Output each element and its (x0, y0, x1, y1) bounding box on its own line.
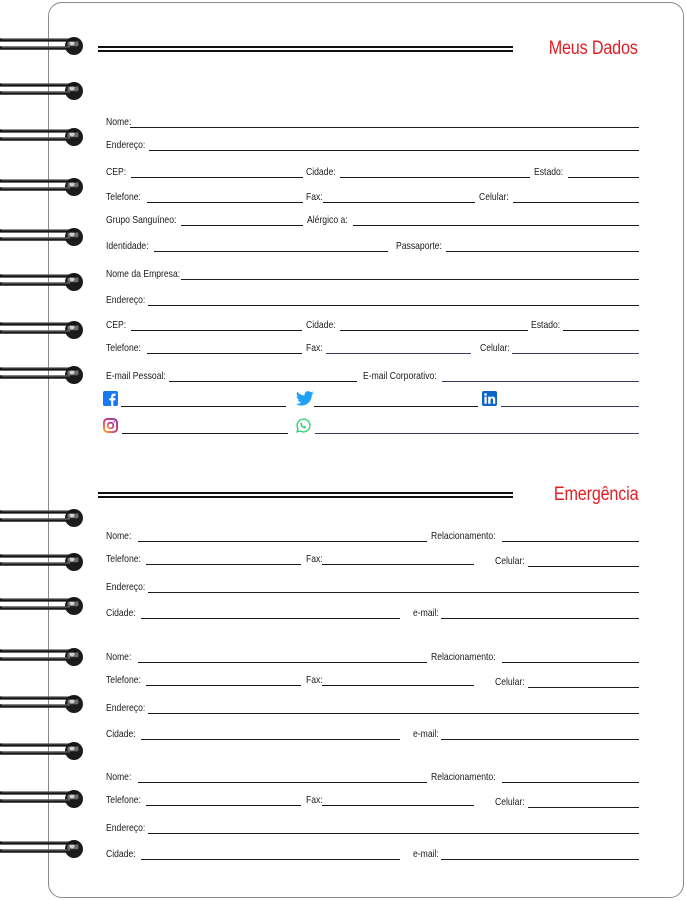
field-line-nome[interactable] (138, 662, 427, 663)
field-line-fax[interactable] (322, 805, 474, 806)
field-label: Celular: (495, 555, 525, 567)
emergency-field-row (106, 530, 639, 544)
field-label: Cidade: (306, 166, 336, 178)
field-line-linkedin[interactable] (501, 406, 639, 407)
field-line-cidade[interactable] (141, 859, 400, 860)
field-line-celular[interactable] (528, 687, 639, 688)
field-line-relacionamento[interactable] (502, 541, 639, 542)
field-line-estado[interactable] (568, 177, 639, 178)
field-label: Celular: (495, 796, 525, 808)
field-row-empresa (106, 268, 639, 282)
field-line-fax[interactable] (323, 202, 475, 203)
field-label: CEP: (106, 319, 127, 331)
field-line-alergico[interactable] (353, 225, 639, 226)
field-line-celular[interactable] (528, 566, 639, 567)
field-row-endereco (106, 139, 639, 153)
field-label: e-mail: (413, 607, 439, 619)
spiral-ring (0, 35, 90, 57)
field-row-telefone-empresa (106, 342, 639, 356)
field-label: Telefone: (106, 794, 141, 806)
field-label: Relacionamento: (431, 530, 496, 542)
field-line-email[interactable] (441, 859, 639, 860)
field-line-estado-empresa[interactable] (563, 330, 639, 331)
field-line-whatsapp[interactable] (315, 433, 639, 434)
field-label: Cidade: (306, 319, 336, 331)
emergency-field-row (106, 607, 639, 621)
field-line-cidade[interactable] (340, 177, 530, 178)
field-line-facebook[interactable] (121, 406, 286, 407)
field-label: Nome: (106, 771, 132, 783)
spiral-ring (0, 271, 90, 293)
field-label: Relacionamento: (431, 651, 496, 663)
field-line-cidade-empresa[interactable] (340, 330, 528, 331)
spiral-ring (0, 80, 90, 102)
field-label: Passaporte: (396, 240, 442, 252)
field-line-nome[interactable] (138, 541, 427, 542)
field-label: E-mail Pessoal: (106, 370, 166, 382)
field-label: Telefone: (106, 191, 141, 203)
field-label: Nome: (106, 651, 132, 663)
emergency-field-row (106, 674, 639, 688)
field-label: Nome da Empresa: (106, 268, 181, 280)
field-line-telefone[interactable] (146, 564, 301, 565)
spiral-ring (0, 226, 90, 248)
field-label: Endereço: (106, 822, 146, 834)
field-label: Fax: (306, 674, 323, 686)
field-label: e-mail: (413, 848, 439, 860)
field-row-nome (106, 116, 639, 130)
field-label: E-mail Corporativo: (363, 370, 437, 382)
emergency-field-row (106, 794, 639, 808)
spiral-ring (0, 176, 90, 198)
field-line-relacionamento[interactable] (502, 782, 639, 783)
spiral-ring (0, 693, 90, 715)
field-row-identidade (106, 240, 639, 254)
field-line-celular-empresa[interactable] (512, 353, 639, 354)
field-line-twitter[interactable] (314, 406, 478, 407)
spiral-ring (0, 740, 90, 762)
field-line-cep-empresa[interactable] (131, 330, 302, 331)
field-row-endereco-empresa (106, 294, 639, 308)
field-line-empresa[interactable] (181, 279, 639, 280)
emergency-field-row (106, 553, 639, 567)
field-label: Alérgico a: (307, 214, 348, 226)
field-line-identidade[interactable] (154, 251, 388, 252)
field-row-grupo-sanguineo (106, 214, 639, 228)
field-line-endereco[interactable] (148, 713, 639, 714)
section-title-meus-dados: Meus Dados (549, 38, 638, 59)
section-divider (98, 492, 513, 498)
whatsapp-icon (296, 418, 311, 433)
field-line-celular[interactable] (528, 807, 639, 808)
field-line-celular[interactable] (513, 202, 639, 203)
spiral-ring (0, 126, 90, 148)
field-label: Estado: (534, 166, 564, 178)
field-label: Fax: (306, 553, 323, 565)
field-label: Endereço: (106, 702, 146, 714)
field-label: Cidade: (106, 607, 136, 619)
field-line-email-pessoal[interactable] (169, 381, 357, 382)
field-line-passaporte[interactable] (446, 251, 639, 252)
spiral-ring (0, 788, 90, 810)
field-row-cep (106, 166, 639, 180)
field-line-instagram[interactable] (122, 433, 288, 434)
field-line-endereco-empresa[interactable] (148, 305, 639, 306)
field-row-cep-empresa (106, 319, 639, 333)
spiral-ring (0, 646, 90, 668)
field-label: Endereço: (106, 294, 146, 306)
facebook-icon (103, 391, 118, 406)
field-label: Celular: (479, 191, 509, 203)
field-label: Relacionamento: (431, 771, 496, 783)
spiral-ring (0, 507, 90, 529)
field-line-cidade[interactable] (141, 739, 400, 740)
field-label: Telefone: (106, 553, 141, 565)
field-line-email-corporativo[interactable] (442, 381, 639, 382)
field-label: Endereço: (106, 581, 146, 593)
section-title-emergencia: Emergência (553, 484, 638, 505)
emergency-field-row (106, 728, 639, 742)
spiral-ring (0, 838, 90, 860)
section-divider (98, 46, 513, 52)
field-line-telefone-empresa[interactable] (147, 353, 302, 354)
field-label: Cidade: (106, 848, 136, 860)
field-label: Telefone: (106, 674, 141, 686)
emergency-field-row (106, 581, 639, 595)
field-line-fax[interactable] (322, 685, 474, 686)
field-line-relacionamento[interactable] (502, 662, 639, 663)
field-label: Celular: (495, 676, 525, 688)
emergency-field-row (106, 651, 639, 665)
spiral-ring (0, 364, 90, 386)
field-line-grupo-sanguineo[interactable] (181, 225, 303, 226)
twitter-icon (296, 391, 314, 406)
notebook-page (48, 2, 684, 898)
field-label: Endereço: (106, 139, 146, 151)
field-label: Celular: (480, 342, 510, 354)
field-line-email[interactable] (441, 739, 639, 740)
spiral-ring (0, 595, 90, 617)
field-line-endereco[interactable] (148, 592, 639, 593)
field-line-cidade[interactable] (141, 618, 400, 619)
linkedin-icon (482, 391, 497, 406)
field-label: Nome: (106, 116, 132, 128)
field-label: e-mail: (413, 728, 439, 740)
emergency-field-row (106, 702, 639, 716)
spiral-ring (0, 319, 90, 341)
emergency-field-row (106, 771, 639, 785)
field-line-telefone[interactable] (146, 805, 301, 806)
field-line-endereco[interactable] (148, 833, 639, 834)
field-label: Estado: (531, 319, 561, 331)
field-line-fax[interactable] (322, 564, 474, 565)
field-line-telefone[interactable] (146, 685, 301, 686)
emergency-field-row (106, 822, 639, 836)
field-label: Grupo Sanguíneo: (106, 214, 177, 226)
field-row-emails (106, 370, 639, 384)
field-label: CEP: (106, 166, 127, 178)
field-line-cep[interactable] (131, 177, 303, 178)
field-line-email[interactable] (441, 618, 639, 619)
field-row-telefone (106, 191, 639, 205)
field-line-fax-empresa[interactable] (326, 353, 471, 354)
field-line-nome[interactable] (138, 782, 427, 783)
field-line-telefone[interactable] (147, 202, 303, 203)
field-label: Identidade: (106, 240, 149, 252)
instagram-icon (103, 418, 118, 433)
field-label: Nome: (106, 530, 132, 542)
field-label: Fax: (306, 794, 323, 806)
spiral-ring (0, 551, 90, 573)
field-line-nome[interactable] (130, 127, 639, 128)
field-label: Fax: (306, 342, 323, 354)
field-label: Fax: (306, 191, 323, 203)
field-label: Cidade: (106, 728, 136, 740)
field-line-endereco[interactable] (149, 150, 639, 151)
emergency-field-row (106, 848, 639, 862)
field-label: Telefone: (106, 342, 141, 354)
